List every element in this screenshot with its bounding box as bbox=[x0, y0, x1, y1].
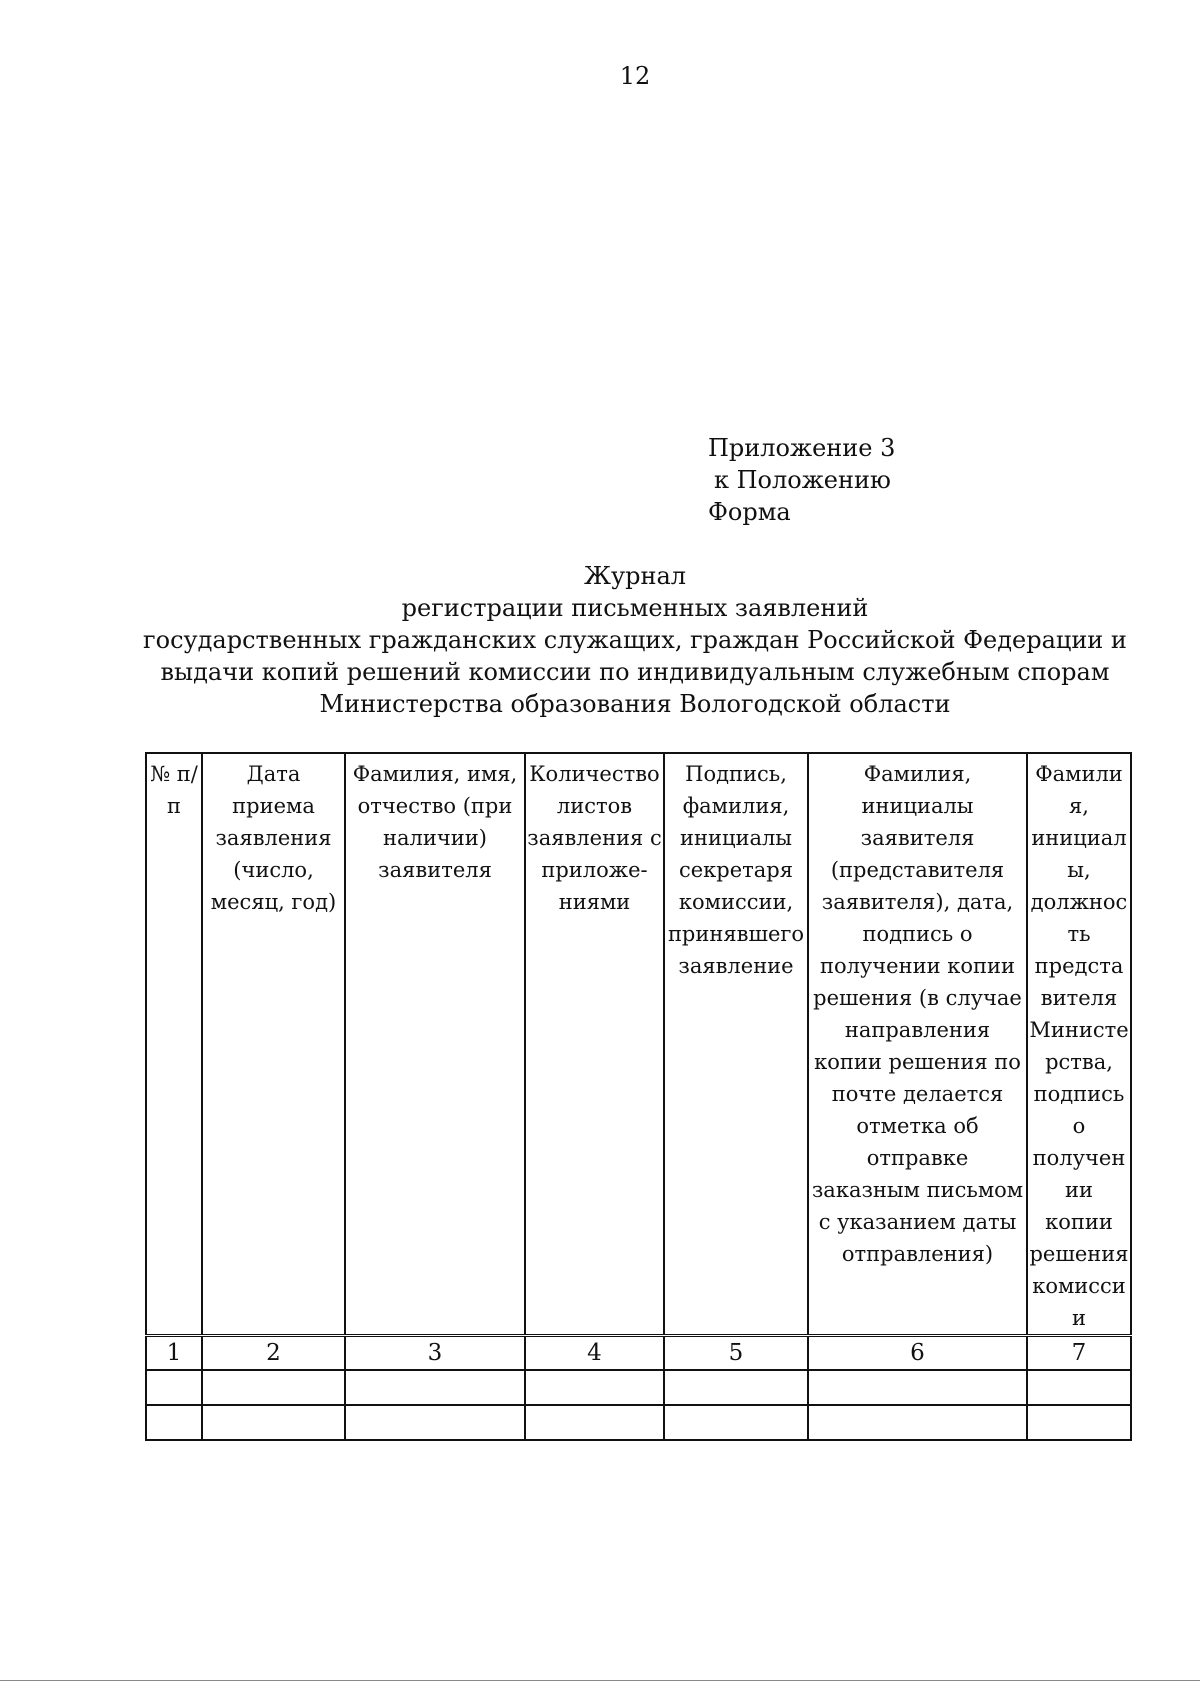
empty-cell bbox=[808, 1370, 1027, 1405]
scan-edge-line bbox=[0, 1680, 1200, 1681]
empty-cell bbox=[146, 1370, 202, 1405]
page-number: 12 bbox=[619, 62, 651, 90]
header-cell-2: Дата приема заявления (число, месяц, год) bbox=[202, 753, 345, 1336]
empty-cell bbox=[202, 1370, 345, 1405]
header-cell-5: Подпись, фамилия, инициалы секретаря комиссии, принявшего заявление bbox=[664, 753, 808, 1336]
title-line-2: регистрации письменных заявлений bbox=[401, 594, 869, 622]
empty-cell bbox=[146, 1405, 202, 1440]
empty-cell bbox=[1027, 1370, 1131, 1405]
title-line-3: государственных гражданских служащих, граждан Российской Федерации и bbox=[143, 626, 1127, 654]
appendix-block bbox=[708, 432, 895, 528]
appendix-line-3: Форма bbox=[708, 498, 791, 526]
empty-cell bbox=[664, 1370, 808, 1405]
empty-cell bbox=[345, 1370, 525, 1405]
column-number-row bbox=[146, 1336, 1131, 1371]
header-row bbox=[146, 753, 1131, 1336]
empty-cell bbox=[202, 1405, 345, 1440]
column-number-cell: 5 bbox=[664, 1336, 808, 1371]
appendix-line-1: Приложение 3 bbox=[708, 434, 896, 462]
title-line-4: выдачи копий решений комиссии по индивидуальным служебным спорам bbox=[160, 658, 1110, 686]
empty-cell bbox=[525, 1370, 664, 1405]
empty-cell bbox=[664, 1405, 808, 1440]
journal-table bbox=[145, 752, 1132, 1441]
appendix-line-2: к Положению bbox=[714, 466, 891, 494]
column-number-cell: 6 bbox=[808, 1336, 1027, 1371]
empty-cell bbox=[345, 1405, 525, 1440]
table-row bbox=[146, 1370, 1131, 1405]
header-cell-7: Фамилия, инициалы, должность представителя Министерства, подпись о получении копии решения комиссии bbox=[1027, 753, 1131, 1336]
empty-cell bbox=[525, 1405, 664, 1440]
header-cell-6: Фамилия, инициалы заявителя (представителя заявителя), дата, подпись о получении копии решения (в случае направления копии решения по почте делается отметка об отправке заказным письмом с указанием даты отправления) bbox=[808, 753, 1027, 1336]
table-row bbox=[146, 1405, 1131, 1440]
empty-cell bbox=[1027, 1405, 1131, 1440]
column-number-cell: 3 bbox=[345, 1336, 525, 1371]
column-number-cell: 4 bbox=[525, 1336, 664, 1371]
title-line-5: Министерства образования Вологодской области bbox=[319, 690, 951, 718]
title-line-1: Журнал bbox=[584, 562, 686, 590]
column-number-cell: 2 bbox=[202, 1336, 345, 1371]
header-cell-1: № п/п bbox=[146, 753, 202, 1336]
column-number-cell: 1 bbox=[146, 1336, 202, 1371]
column-number-cell: 7 bbox=[1027, 1336, 1131, 1371]
header-cell-3: Фамилия, имя, отчество (при наличии) заявителя bbox=[345, 753, 525, 1336]
journal-title bbox=[130, 560, 1140, 720]
empty-cell bbox=[808, 1405, 1027, 1440]
header-cell-4: Количество листов заявления с приложе-ниями bbox=[525, 753, 664, 1336]
